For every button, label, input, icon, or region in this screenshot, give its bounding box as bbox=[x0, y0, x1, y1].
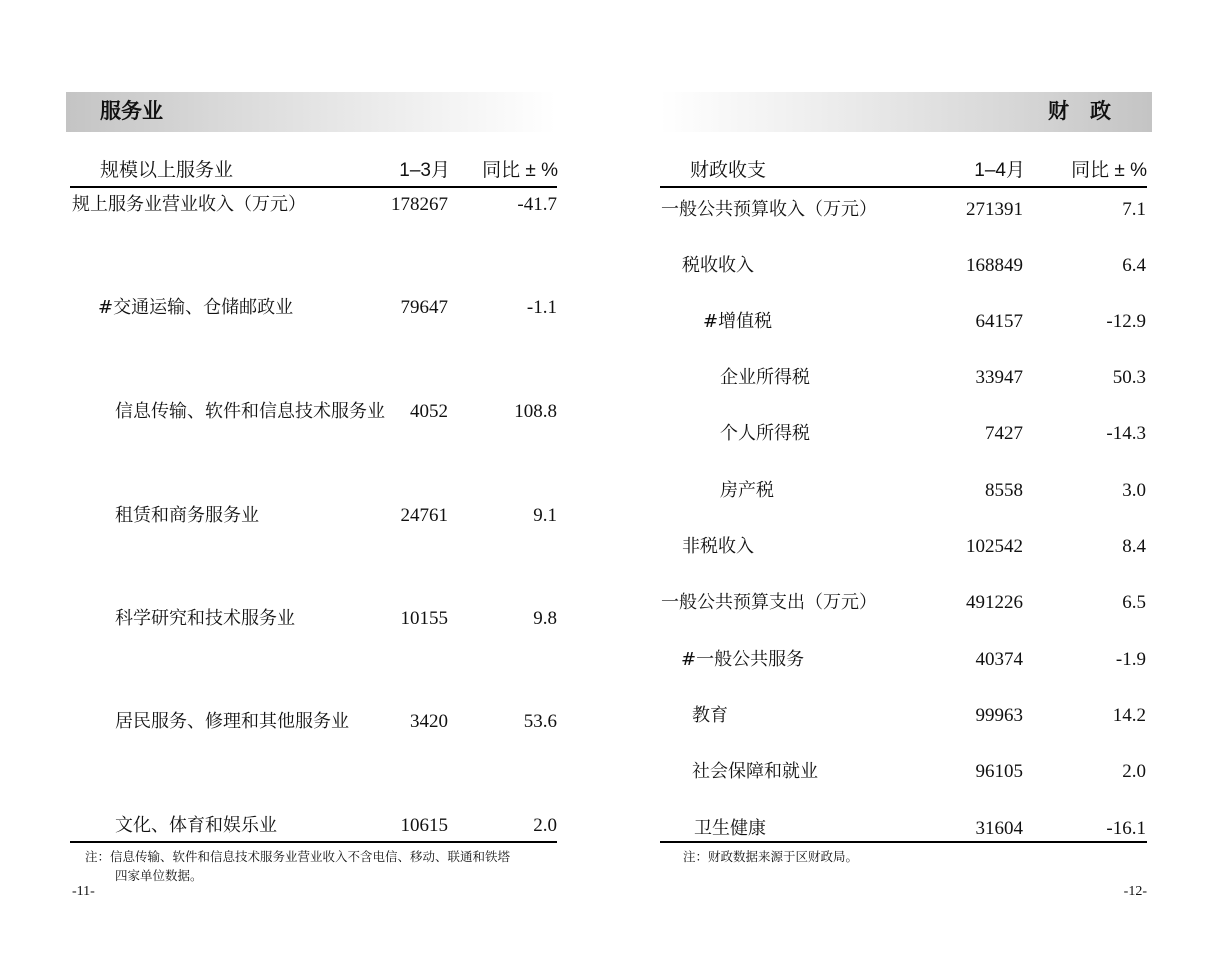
row-label: 社会保障和就业 bbox=[692, 761, 818, 782]
row-label: 一般公共预算支出（万元） bbox=[661, 592, 877, 613]
row-yoy: 50.3 bbox=[1112, 367, 1146, 388]
table-header-period: 1–3月 bbox=[399, 160, 450, 181]
row-yoy: 6.5 bbox=[1122, 592, 1146, 613]
row-label: 企业所得税 bbox=[720, 367, 810, 388]
row-value: 491226 bbox=[966, 592, 1023, 613]
row-value: 4052 bbox=[410, 401, 448, 422]
table-header-period: 1–4月 bbox=[974, 160, 1025, 181]
table-header-yoy: 同比 ± % bbox=[1071, 160, 1147, 181]
page-number: -12- bbox=[1123, 884, 1147, 899]
table-header-label: 财政收支 bbox=[690, 160, 767, 181]
row-yoy: 2.0 bbox=[533, 815, 557, 836]
row-yoy: -14.3 bbox=[1106, 423, 1146, 444]
row-label: #增值税 bbox=[703, 311, 773, 332]
row-yoy: 2.0 bbox=[1122, 761, 1146, 782]
row-label: 教育 bbox=[692, 705, 728, 726]
row-yoy: -12.9 bbox=[1106, 311, 1146, 332]
table-row bbox=[660, 536, 1150, 558]
table-row bbox=[70, 711, 560, 733]
row-value: 79647 bbox=[400, 297, 448, 318]
row-value: 31604 bbox=[975, 818, 1023, 839]
row-value: 10615 bbox=[400, 815, 448, 836]
row-label: 一般公共预算收入（万元） bbox=[661, 199, 877, 220]
section-title: 财 政 bbox=[1048, 100, 1111, 123]
row-value: 96105 bbox=[975, 761, 1023, 782]
table-bottom-rule bbox=[660, 841, 1147, 843]
table-row bbox=[70, 297, 560, 319]
row-yoy: -41.7 bbox=[517, 194, 557, 215]
row-label: 规上服务业营业收入（万元） bbox=[72, 194, 306, 215]
row-label: 个人所得税 bbox=[720, 423, 810, 444]
table-row bbox=[660, 480, 1150, 502]
row-yoy: 6.4 bbox=[1122, 255, 1146, 276]
table-row bbox=[660, 649, 1150, 671]
table-header-yoy: 同比 ± % bbox=[482, 160, 558, 181]
footnote: 注：信息传输、软件和信息技术服务业营业收入不含电信、移动、联通和铁塔 bbox=[85, 849, 511, 864]
row-label: 居民服务、修理和其他服务业 bbox=[115, 711, 349, 732]
row-yoy: -1.9 bbox=[1115, 649, 1146, 670]
table-row bbox=[70, 401, 560, 423]
row-yoy: 8.4 bbox=[1122, 536, 1146, 557]
table-bottom-rule bbox=[70, 841, 557, 843]
row-value: 168849 bbox=[966, 255, 1023, 276]
row-value: 102542 bbox=[966, 536, 1023, 557]
row-yoy: -1.1 bbox=[526, 297, 557, 318]
row-value: 33947 bbox=[975, 367, 1023, 388]
row-value: 24761 bbox=[400, 505, 448, 526]
table-row bbox=[660, 367, 1150, 389]
row-label: 房产税 bbox=[720, 480, 774, 501]
table-row bbox=[660, 592, 1150, 614]
table-row bbox=[660, 199, 1150, 221]
table-header-label: 规模以上服务业 bbox=[100, 160, 234, 181]
row-value: 64157 bbox=[975, 311, 1023, 332]
row-yoy: 108.8 bbox=[514, 401, 557, 422]
table-row bbox=[70, 608, 560, 630]
row-value: 99963 bbox=[975, 705, 1023, 726]
row-yoy: 3.0 bbox=[1122, 480, 1146, 501]
row-label: 科学研究和技术服务业 bbox=[115, 608, 295, 629]
table-row bbox=[70, 194, 560, 216]
row-label: 卫生健康 bbox=[694, 818, 766, 839]
row-value: 7427 bbox=[985, 423, 1023, 444]
row-value: 271391 bbox=[966, 199, 1023, 220]
table-row bbox=[660, 423, 1150, 445]
row-label: 非税收入 bbox=[682, 536, 754, 557]
row-label: 税收收入 bbox=[682, 255, 754, 276]
table-row bbox=[70, 815, 560, 837]
row-label: #交通运输、仓储邮政业 bbox=[98, 297, 294, 318]
row-yoy: -16.1 bbox=[1106, 818, 1146, 839]
row-yoy: 7.1 bbox=[1122, 199, 1146, 220]
table-row bbox=[660, 705, 1150, 727]
footnote: 注：财政数据来源于区财政局。 bbox=[683, 849, 859, 864]
row-yoy: 53.6 bbox=[523, 711, 557, 732]
row-yoy: 14.2 bbox=[1112, 705, 1146, 726]
footnote-continued: 四家单位数据。 bbox=[115, 868, 203, 883]
page-number: -11- bbox=[72, 884, 95, 899]
table-row bbox=[660, 818, 1150, 840]
row-value: 8558 bbox=[985, 480, 1023, 501]
table-row bbox=[660, 761, 1150, 783]
table-row bbox=[660, 311, 1150, 333]
row-value: 10155 bbox=[400, 608, 448, 629]
row-label: 租赁和商务服务业 bbox=[115, 505, 259, 526]
row-label: #一般公共服务 bbox=[681, 649, 805, 670]
row-label: 文化、体育和娱乐业 bbox=[115, 815, 277, 836]
table-header-rule bbox=[660, 186, 1147, 188]
row-value: 40374 bbox=[975, 649, 1023, 670]
table-header-rule bbox=[70, 186, 557, 188]
table-row bbox=[660, 255, 1150, 277]
row-value: 3420 bbox=[410, 711, 448, 732]
table-row bbox=[70, 505, 560, 527]
row-value: 178267 bbox=[391, 194, 448, 215]
section-title: 服务业 bbox=[100, 100, 163, 123]
row-yoy: 9.1 bbox=[533, 505, 557, 526]
row-yoy: 9.8 bbox=[533, 608, 557, 629]
row-label: 信息传输、软件和信息技术服务业 bbox=[115, 401, 385, 422]
